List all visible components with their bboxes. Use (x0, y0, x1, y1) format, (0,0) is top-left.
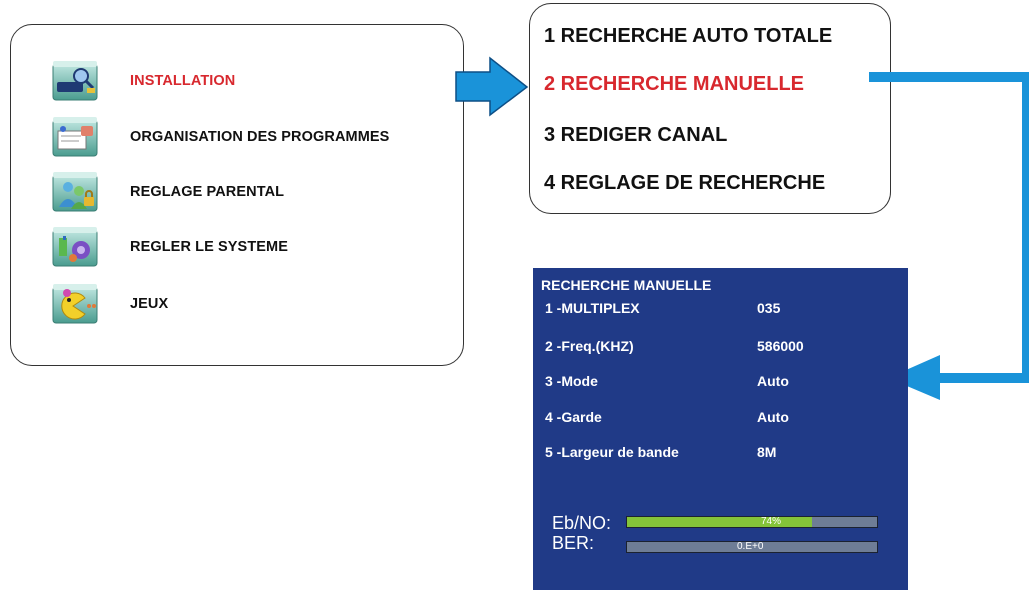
satellite-dish-icon (51, 58, 99, 104)
installation-submenu-panel (529, 3, 891, 214)
games-icon (51, 281, 99, 327)
menu-item-organisation[interactable] (51, 114, 451, 160)
submenu-item-rediger-canal[interactable]: 3 REDIGER CANAL (544, 124, 728, 146)
param-value: 586000 (757, 338, 804, 354)
menu-item-label: INSTALLATION (130, 73, 236, 89)
ebno-bar-fill (627, 517, 812, 527)
menu-item-systeme[interactable] (51, 224, 451, 270)
ber-signal-bar (626, 541, 878, 553)
menu-item-parental[interactable] (51, 169, 451, 215)
param-label: 3 -Mode (545, 373, 598, 389)
ber-label: BER: (552, 533, 595, 553)
menu-item-label: REGLER LE SYSTEME (130, 239, 288, 255)
ebno-label: Eb/NO: (552, 513, 612, 533)
submenu-item-manuelle[interactable]: 2 RECHERCHE MANUELLE (544, 73, 805, 95)
channel-organize-icon (51, 114, 99, 160)
ebno-percent-text: 74% (761, 516, 782, 527)
param-row-freq[interactable] (545, 338, 905, 358)
submenu-item-reglage-recherche[interactable]: 4 REGLAGE DE RECHERCHE (544, 172, 826, 194)
system-settings-icon (51, 224, 99, 270)
manual-search-screen (533, 268, 908, 590)
manual-search-title: RECHERCHE MANUELLE (541, 277, 712, 293)
param-value: 8M (757, 444, 777, 460)
menu-item-label: REGLAGE PARENTAL (130, 184, 285, 200)
param-label: 5 -Largeur de bande (545, 444, 679, 460)
param-label: 1 -MULTIPLEX (545, 300, 640, 316)
param-value: Auto (757, 409, 789, 425)
param-row-mode[interactable] (545, 373, 905, 393)
menu-item-label: JEUX (130, 296, 169, 312)
parental-lock-icon (51, 169, 99, 215)
ber-value-text: 0.E+0 (737, 541, 764, 552)
submenu-item-auto-totale[interactable]: 1 RECHERCHE AUTO TOTALE (544, 25, 833, 47)
menu-item-installation[interactable] (51, 58, 451, 104)
param-label: 4 -Garde (545, 409, 602, 425)
menu-item-label: ORGANISATION DES PROGRAMMES (130, 129, 390, 145)
main-menu-panel (10, 24, 464, 366)
ebno-signal-bar (626, 516, 878, 528)
param-value: Auto (757, 373, 789, 389)
menu-item-jeux[interactable] (51, 281, 451, 327)
arrow-right-icon (456, 58, 527, 115)
param-row-multiplex[interactable] (545, 300, 905, 320)
param-row-garde[interactable] (545, 409, 905, 429)
param-row-largeur[interactable] (545, 444, 905, 464)
param-value: 035 (757, 300, 781, 316)
param-label: 2 -Freq.(KHZ) (545, 338, 634, 354)
